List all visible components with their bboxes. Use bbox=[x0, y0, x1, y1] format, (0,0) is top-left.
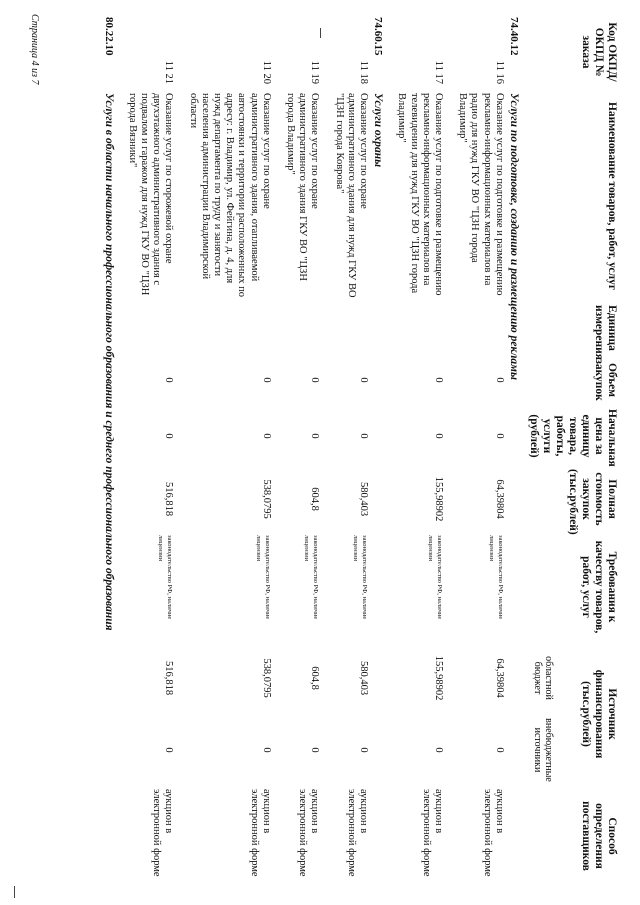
item-regional-budget: 580,403 bbox=[357, 660, 369, 696]
order-number: 11 16 bbox=[493, 60, 505, 84]
header-unit: Единица измерения bbox=[593, 305, 618, 360]
header-name: Наименование товаров, работ, услуг bbox=[606, 101, 618, 291]
item-unit-price: 0 bbox=[432, 433, 444, 439]
item-method: аукцион в электронной форме bbox=[297, 789, 321, 877]
order-number: 11 20 bbox=[260, 60, 272, 84]
procurement-table bbox=[101, 14, 620, 886]
table-row bbox=[274, 14, 323, 886]
item-total: 604,8 bbox=[309, 487, 321, 511]
binding-mark bbox=[14, 886, 15, 898]
item-method: аукцион в электронной форме bbox=[248, 789, 272, 877]
item-unit bbox=[446, 302, 507, 354]
table-header-row bbox=[556, 14, 620, 886]
header-volume: Объем закупок bbox=[593, 359, 618, 401]
page-number: Страница 4 из 7 bbox=[29, 14, 40, 85]
item-requirements: законодательство РФ, наличие лицензии bbox=[254, 535, 271, 620]
item-regional-budget: 64,39804 bbox=[493, 658, 505, 698]
header-total: Полная стоимость закупок (тыс.рублей) bbox=[567, 469, 618, 535]
item-requirements: законодательство РФ, наличие лицензии bbox=[157, 535, 174, 620]
header-requirements: Требования к качеству товаров, работ, услуг bbox=[580, 540, 618, 634]
item-unit-price: 0 bbox=[260, 433, 272, 439]
item-name: Оказание услуг по сторожевой охране двухэтажного административного здания с подвалом и гаражом для нужд ГКУ ВО "ЦЗН города Вязники" bbox=[126, 93, 175, 296]
section-row bbox=[101, 14, 115, 886]
item-regional-budget: 155,98902 bbox=[432, 655, 444, 701]
item-total: 538,0795 bbox=[260, 479, 272, 519]
order-number: 11 21 bbox=[163, 60, 175, 84]
item-unit bbox=[274, 302, 323, 354]
section-title: Услуги по подготовке, созданию и размещению рекламы bbox=[508, 93, 520, 381]
item-requirements: законодательство РФ, наличие лицензии bbox=[303, 535, 320, 620]
item-name: Оказание услуг по подготовке и размещению рекламно-информационных материалов на телевидении для нужд ГКУ ВО "ЦЗН города Владимир" bbox=[396, 93, 444, 296]
table-row bbox=[116, 14, 177, 886]
item-method: аукцион в электронной форме bbox=[481, 789, 505, 877]
item-unit bbox=[385, 302, 446, 354]
header-code: Код ОКПД/ ОКПД № заказа bbox=[580, 22, 618, 82]
header-source: Источник финансирования (тыс.рублей) bbox=[580, 669, 618, 759]
table-row bbox=[322, 14, 371, 886]
order-number: 11 17 bbox=[432, 60, 444, 84]
item-volume: 0 bbox=[357, 377, 369, 383]
item-volume: 0 bbox=[432, 377, 444, 383]
table-row bbox=[176, 14, 273, 886]
item-unit-price: 0 bbox=[309, 433, 321, 439]
section-code: 74.60.15 bbox=[372, 17, 385, 56]
header-source-extra: внебюджетные источники bbox=[532, 718, 555, 782]
item-total: 516,818 bbox=[163, 481, 175, 517]
item-regional-budget: 516,818 bbox=[163, 660, 175, 696]
header-unit-price: Начальная цена за единицу товара, работы, услуги (рублей) bbox=[528, 409, 618, 467]
item-total: 155,98902 bbox=[432, 476, 444, 522]
item-unit-price: 0 bbox=[493, 433, 505, 439]
table-row bbox=[446, 14, 507, 886]
item-extra-budget: 0 bbox=[260, 747, 272, 753]
item-requirements: законодательство РФ, наличие лицензии bbox=[426, 535, 443, 620]
header-method: Способ определения поставщиков bbox=[580, 801, 618, 871]
header-source-regional: областной бюджет bbox=[532, 656, 555, 700]
item-extra-budget: 0 bbox=[163, 747, 175, 753]
item-volume: 0 bbox=[309, 377, 321, 383]
item-unit bbox=[116, 302, 177, 354]
item-unit bbox=[176, 302, 273, 354]
item-total: 64,39804 bbox=[493, 479, 505, 519]
item-unit bbox=[322, 302, 371, 354]
item-name: Оказание услуг по подготовке и размещению рекламно-информационных материалов на радио для нужд ГКУ ВО "ЦЗН города Владимир" bbox=[457, 93, 505, 296]
order-number: 11 18 bbox=[357, 60, 369, 84]
item-unit-price: 0 bbox=[357, 433, 369, 439]
section-row bbox=[371, 14, 385, 886]
item-method: аукцион в электронной форме bbox=[345, 789, 369, 877]
section-code: 80.22.10 bbox=[102, 17, 115, 56]
item-method: аукцион в электронной форме bbox=[151, 789, 175, 877]
item-method: аукцион в электронной форме bbox=[420, 789, 444, 877]
item-name: Оказание услуг по охране административного здания ГКУ ВО "ЦЗН города Владимир" bbox=[284, 93, 321, 281]
order-number: 11 19 bbox=[309, 60, 321, 84]
item-extra-budget: 0 bbox=[493, 747, 505, 753]
item-volume: 0 bbox=[493, 377, 505, 383]
item-extra-budget: 0 bbox=[309, 747, 321, 753]
item-name: Оказание услуг по охране административного здания, отапливаемой автостоянки и территории расположенных по адресу: г. Владимир, ул. Фейгина, д. 4, для нужд департамента по труду и занятости населения администрации Владимирской области bbox=[187, 93, 272, 298]
table-row bbox=[385, 14, 446, 886]
section-code: 74.40.12 bbox=[508, 17, 520, 56]
item-extra-budget: 0 bbox=[432, 747, 444, 753]
item-regional-budget: 538,0795 bbox=[260, 658, 272, 698]
item-volume: 0 bbox=[260, 377, 272, 383]
item-total: 580,403 bbox=[357, 481, 369, 517]
item-name: Оказание услуг по охране административного здания для нужд ГКУ ВО "ЦЗН города Коврова" bbox=[333, 93, 369, 298]
item-volume: 0 bbox=[163, 377, 175, 383]
item-regional-budget: 604,8 bbox=[309, 666, 321, 690]
item-requirements: законодательство РФ, наличие лицензии bbox=[351, 535, 368, 620]
section-title: Услуги охраны bbox=[372, 93, 385, 168]
table-body bbox=[101, 14, 521, 886]
section-row bbox=[507, 14, 521, 886]
section-title: Услуги в области начального профессионального образования и среднего профессионального образования bbox=[102, 93, 115, 631]
item-unit-price: 0 bbox=[163, 433, 175, 439]
item-extra-budget: 0 bbox=[357, 747, 369, 753]
item-requirements: законодательство РФ, наличие лицензии bbox=[487, 535, 504, 620]
binding-mark bbox=[320, 28, 321, 38]
